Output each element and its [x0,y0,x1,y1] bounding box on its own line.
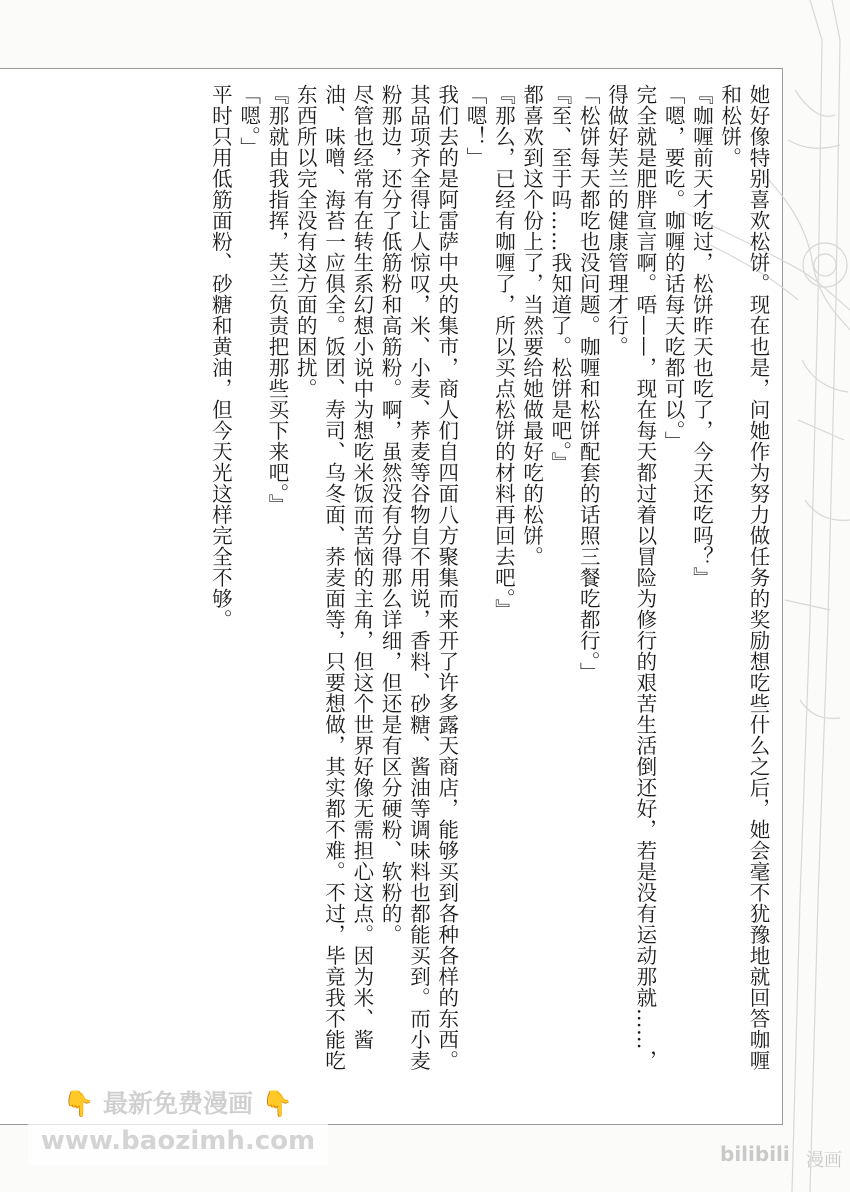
watermark-title [38,1084,318,1120]
logo-mark: bilibili [720,1142,790,1166]
bilibili-comics-logo [720,1132,842,1178]
pointing-hand-icon: 👇 [261,1089,293,1118]
paragraph: 我们去的是阿雷萨中央的集市，商人们自四面八方聚集而来开了许多露天商店，能够买到各种各样的东西。其品项齐全得让人惊叹，米、小麦、荞麦等谷物自不用说，香料、砂糖、酱油等调味料也都能买到。而小麦粉那边，还分了低筋粉和高筋粉。啊，虽然没有分得那么详细，但还是有区分硬粉、软粉的。 [378,84,459,1071]
paragraph: 「嗯。」 [236,84,261,158]
paragraph: 都喜欢到这个份上了，当然要给她做最好吃的松饼。 [519,84,544,567]
paragraph: 完全就是肥胖宣言啊。唔——，现在每天都过着以冒险为修行的艰苦生活倒还好，若是没有运动那就……，得做好芙兰的健康管理才行。 [604,84,657,1071]
paragraph: 『那就由我指挥，芙兰负责把那些买下来吧。』 [264,84,289,515]
paragraph: 『咖喱前天才吃过，松饼昨天也吃了，今天还吃吗？』 [689,84,714,588]
watermark-title-text: 最新免费漫画 [102,1089,253,1118]
paragraph: 「嗯，要吃。咖喱的话每天吃都可以。」 [661,84,686,452]
paragraph: 「松饼每天都吃也没问题。咖喱和松饼配套的话照三餐吃都行。」 [576,84,601,683]
paragraph: 尽管也经常有在转生系幻想小说中为想吃米饭而苦恼的主角，但这个世界好像无需担心这点。因为米、酱油、味噌、海苔一应俱全。饭团、寿司、乌冬面、荞麦面等，只要想做，其实都不难。不过，毕竟我不能吃东西所以完全没有这方面的困扰。 [293,84,374,1071]
logo-chars: 漫画 [806,1150,842,1171]
watermark-banner[interactable] [28,1082,328,1166]
pointing-hand-icon: 👇 [63,1089,95,1118]
watermark-url: www.baozimh.com [40,1126,316,1156]
paragraph: 『至、至于吗……我知道了。松饼是吧。』 [547,84,572,473]
paragraph: 『那么，已经有咖喱了，所以买点松饼的材料再回去吧。』 [491,84,516,620]
paragraph: 她好像特别喜欢松饼。现在也是，问她作为努力做任务的奖励想吃些什么之后，她会毫不犹豫地就回答咖喱和松饼。 [717,84,770,1071]
vertical-text-body [150,84,772,1084]
paragraph: 平时只用低筋面粉、砂糖和黄油，但今天光这样完全不够。 [208,84,233,630]
paragraph: 「嗯！」 [463,84,488,168]
